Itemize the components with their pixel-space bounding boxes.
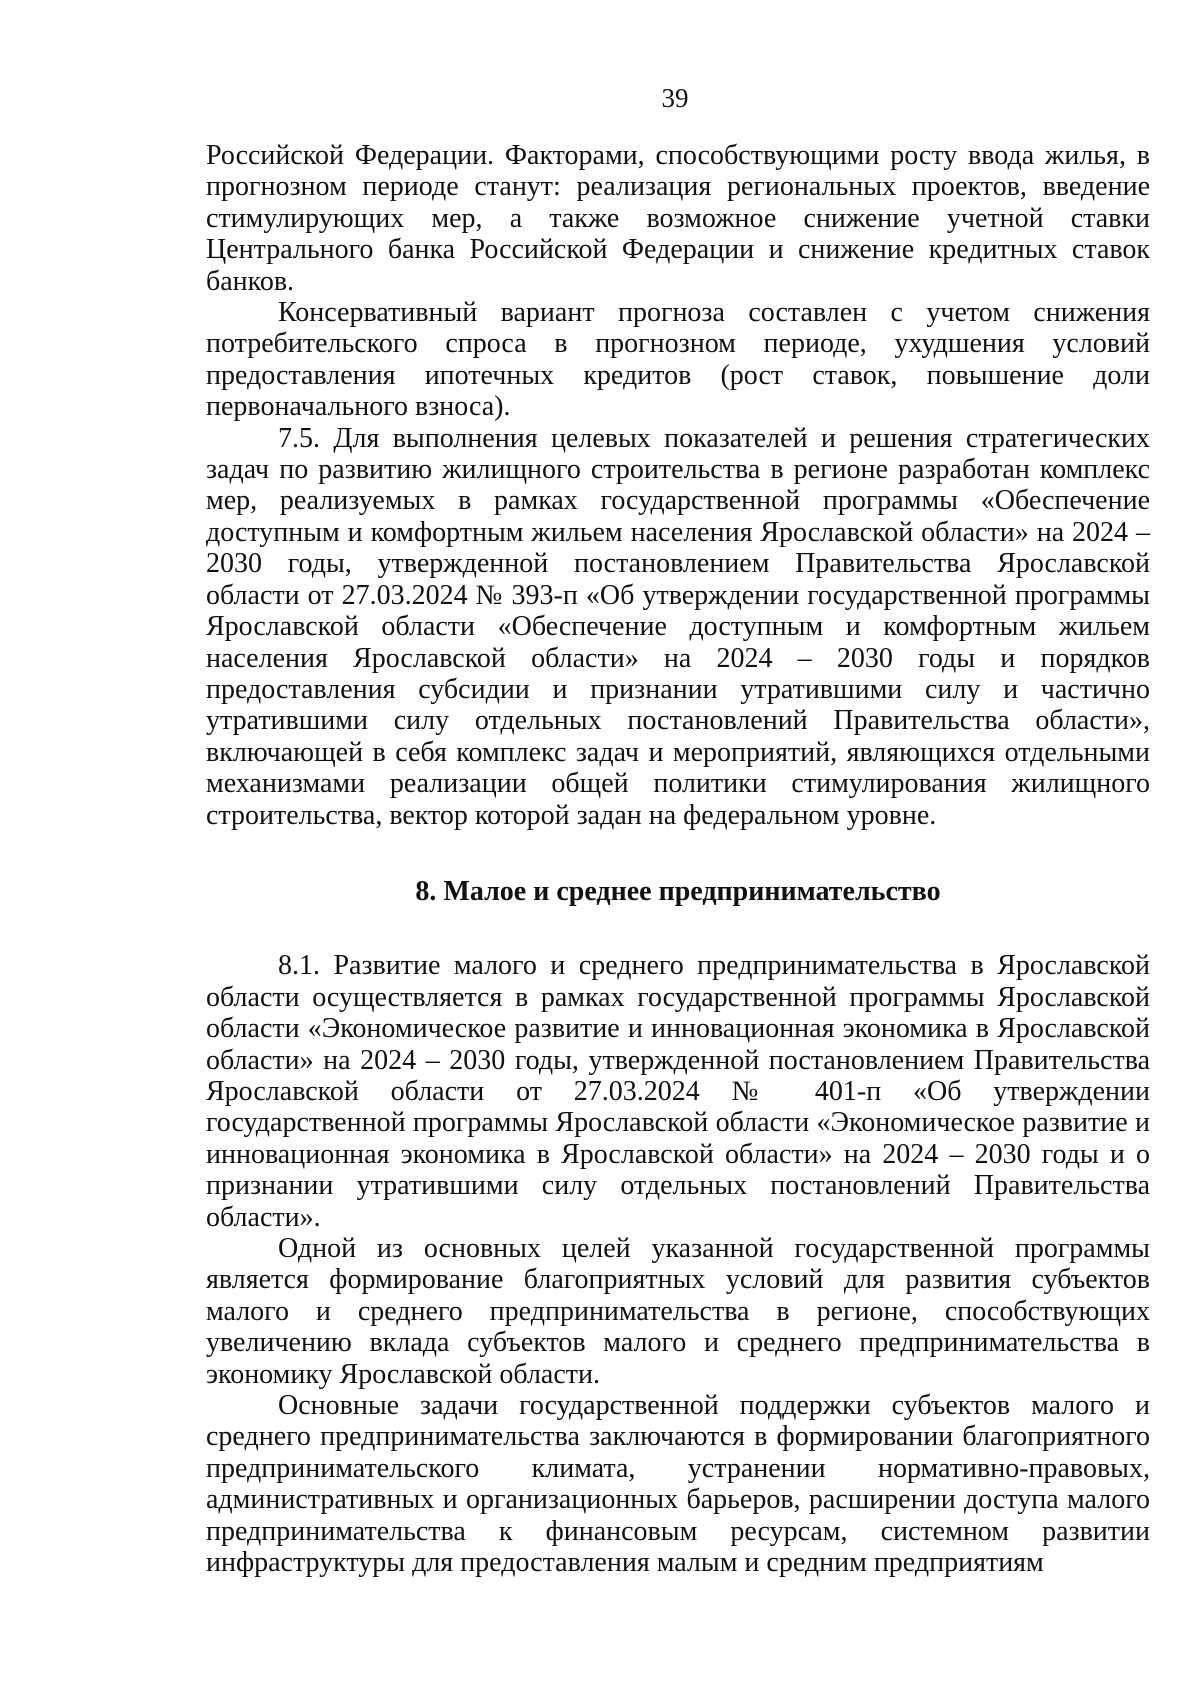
paragraph-support-tasks: Основные задачи государственной поддержки субъектов малого и среднего предпринимательства заключаются в формировании благоприятного предпринимательского климата, устранении нормативно-правовых, административных и организационных барьеров, расширении доступа малого предпринимательства к финансовым ресурсам, системном развитии инфраструктуры для предоставления малым и средним предприятиям xyxy=(206,1390,1150,1579)
paragraph-8-1: 8.1. Развитие малого и среднего предпринимательства в Ярославской области осуществляется в рамках государственной программы Ярославской области «Экономическое развитие и инновационная экономика в Ярославской области» на 2024 – 2030 годы, утвержденной постановлением Правительства Ярославской области от 27.03.2024 № 401-п «Об утверждении государственной программы Ярославской области «Экономическое развитие и инновационная экономика в Ярославской области» на 2024 – 2030 годы и о признании утратившими силу отдельных постановлений Правительства области». xyxy=(206,950,1150,1233)
paragraph-7-5: 7.5. Для выполнения целевых показателей и решения стратегических задач по развитию жилищного строительства в регионе разработан комплекс мер, реализуемых в рамках государственной программы «Обеспечение доступным и комфортным жильем населения Ярославской области» на 2024 – 2030 годы, утвержденной постановлением Правительства Ярославской области от 27.03.2024 № 393-п «Об утверждении государственной программы Ярославской области «Обеспечение доступным и комфортным жильем населения Ярославской области» на 2024 – 2030 годы и порядков предоставления субсидии и признании утратившими силу и частично утратившими силу отдельных постановлений Правительства области», включающей в себя комплекс задач и мероприятий, являющихся отдельными механизмами реализации общей политики стимулирования жилищного строительства, вектор которой задан на федеральном уровне. xyxy=(206,422,1150,831)
body-text xyxy=(206,140,1150,1578)
page-number: 39 xyxy=(661,83,689,113)
paragraph-program-goal: Одной из основных целей указанной государственной программы является формирование благоприятных условий для развития субъектов малого и среднего предпринимательства в регионе, способствующих увеличению вклада субъектов малого и среднего предпринимательства в экономику Ярославской области. xyxy=(206,1233,1150,1390)
paragraph-conservative-forecast: Консервативный вариант прогноза составлен с учетом снижения потребительского спроса в прогнозном периоде, ухудшения условий предоставления ипотечных кредитов (рост ставок, повышение доли первоначального взноса). xyxy=(206,297,1150,423)
section-heading-8: 8. Малое и среднее предпринимательство xyxy=(415,875,941,907)
paragraph-forecast-factors: Российской Федерации. Факторами, способствующими росту ввода жилья, в прогнозном периоде станут: реализация региональных проектов, введение стимулирующих мер, а также возможное снижение учетной ставки Центрального банка Российской Федерации и снижение кредитных ставок банков. xyxy=(206,140,1150,297)
